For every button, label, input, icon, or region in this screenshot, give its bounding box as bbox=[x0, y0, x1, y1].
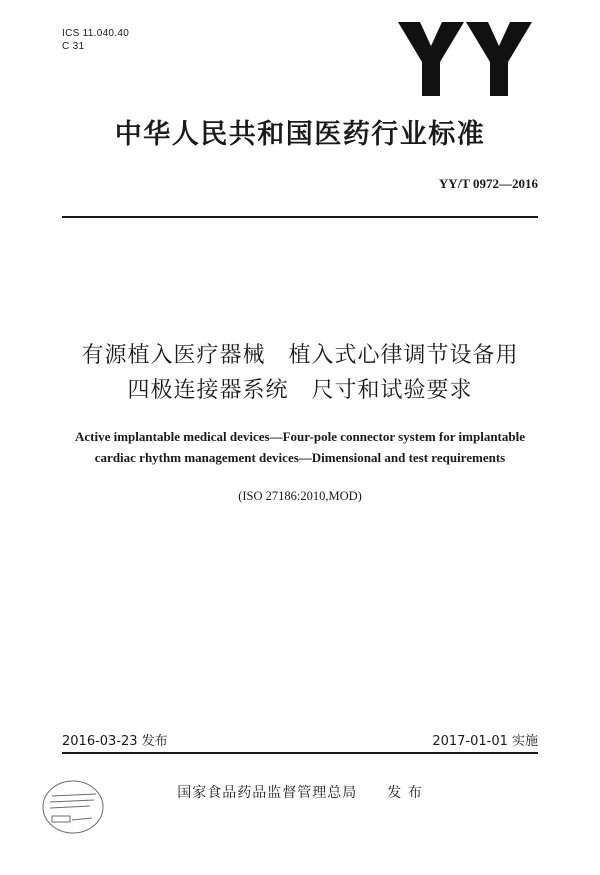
ccs-code: C 31 bbox=[62, 41, 85, 52]
bottom-divider bbox=[62, 752, 538, 754]
english-title-line-1: Active implantable medical devices—Four-pole connector system for implantable bbox=[74, 429, 525, 444]
top-divider bbox=[62, 216, 538, 218]
chinese-title-line-1: 有源植入医疗器械 植入式心律调节设备用 bbox=[81, 343, 519, 368]
ics-code: ICS 11.040.40 bbox=[62, 28, 130, 39]
standard-title: 中华人民共和国医药行业标准 bbox=[114, 119, 486, 150]
iso-reference: (ISO 27186:2010,MOD) bbox=[238, 489, 362, 503]
english-title-line-2: cardiac rhythm management devices—Dimensional and test requirements bbox=[94, 450, 506, 465]
yy-logo bbox=[398, 22, 532, 96]
seal-stamp-icon bbox=[38, 776, 108, 838]
issuing-authority: 国家食品药品监督管理总局 发 布 bbox=[177, 785, 423, 801]
standard-number: YY/T 0972—2016 bbox=[438, 176, 538, 191]
implement-date: 2017-01-01 实施 bbox=[432, 734, 538, 749]
publish-date: 2016-03-23 发布 bbox=[62, 734, 168, 749]
classification-codes bbox=[62, 27, 129, 53]
yy-logo-y2 bbox=[466, 22, 532, 96]
yy-logo-y1 bbox=[398, 22, 464, 96]
chinese-title-line-2: 四极连接器系统 尺寸和试验要求 bbox=[127, 378, 473, 403]
